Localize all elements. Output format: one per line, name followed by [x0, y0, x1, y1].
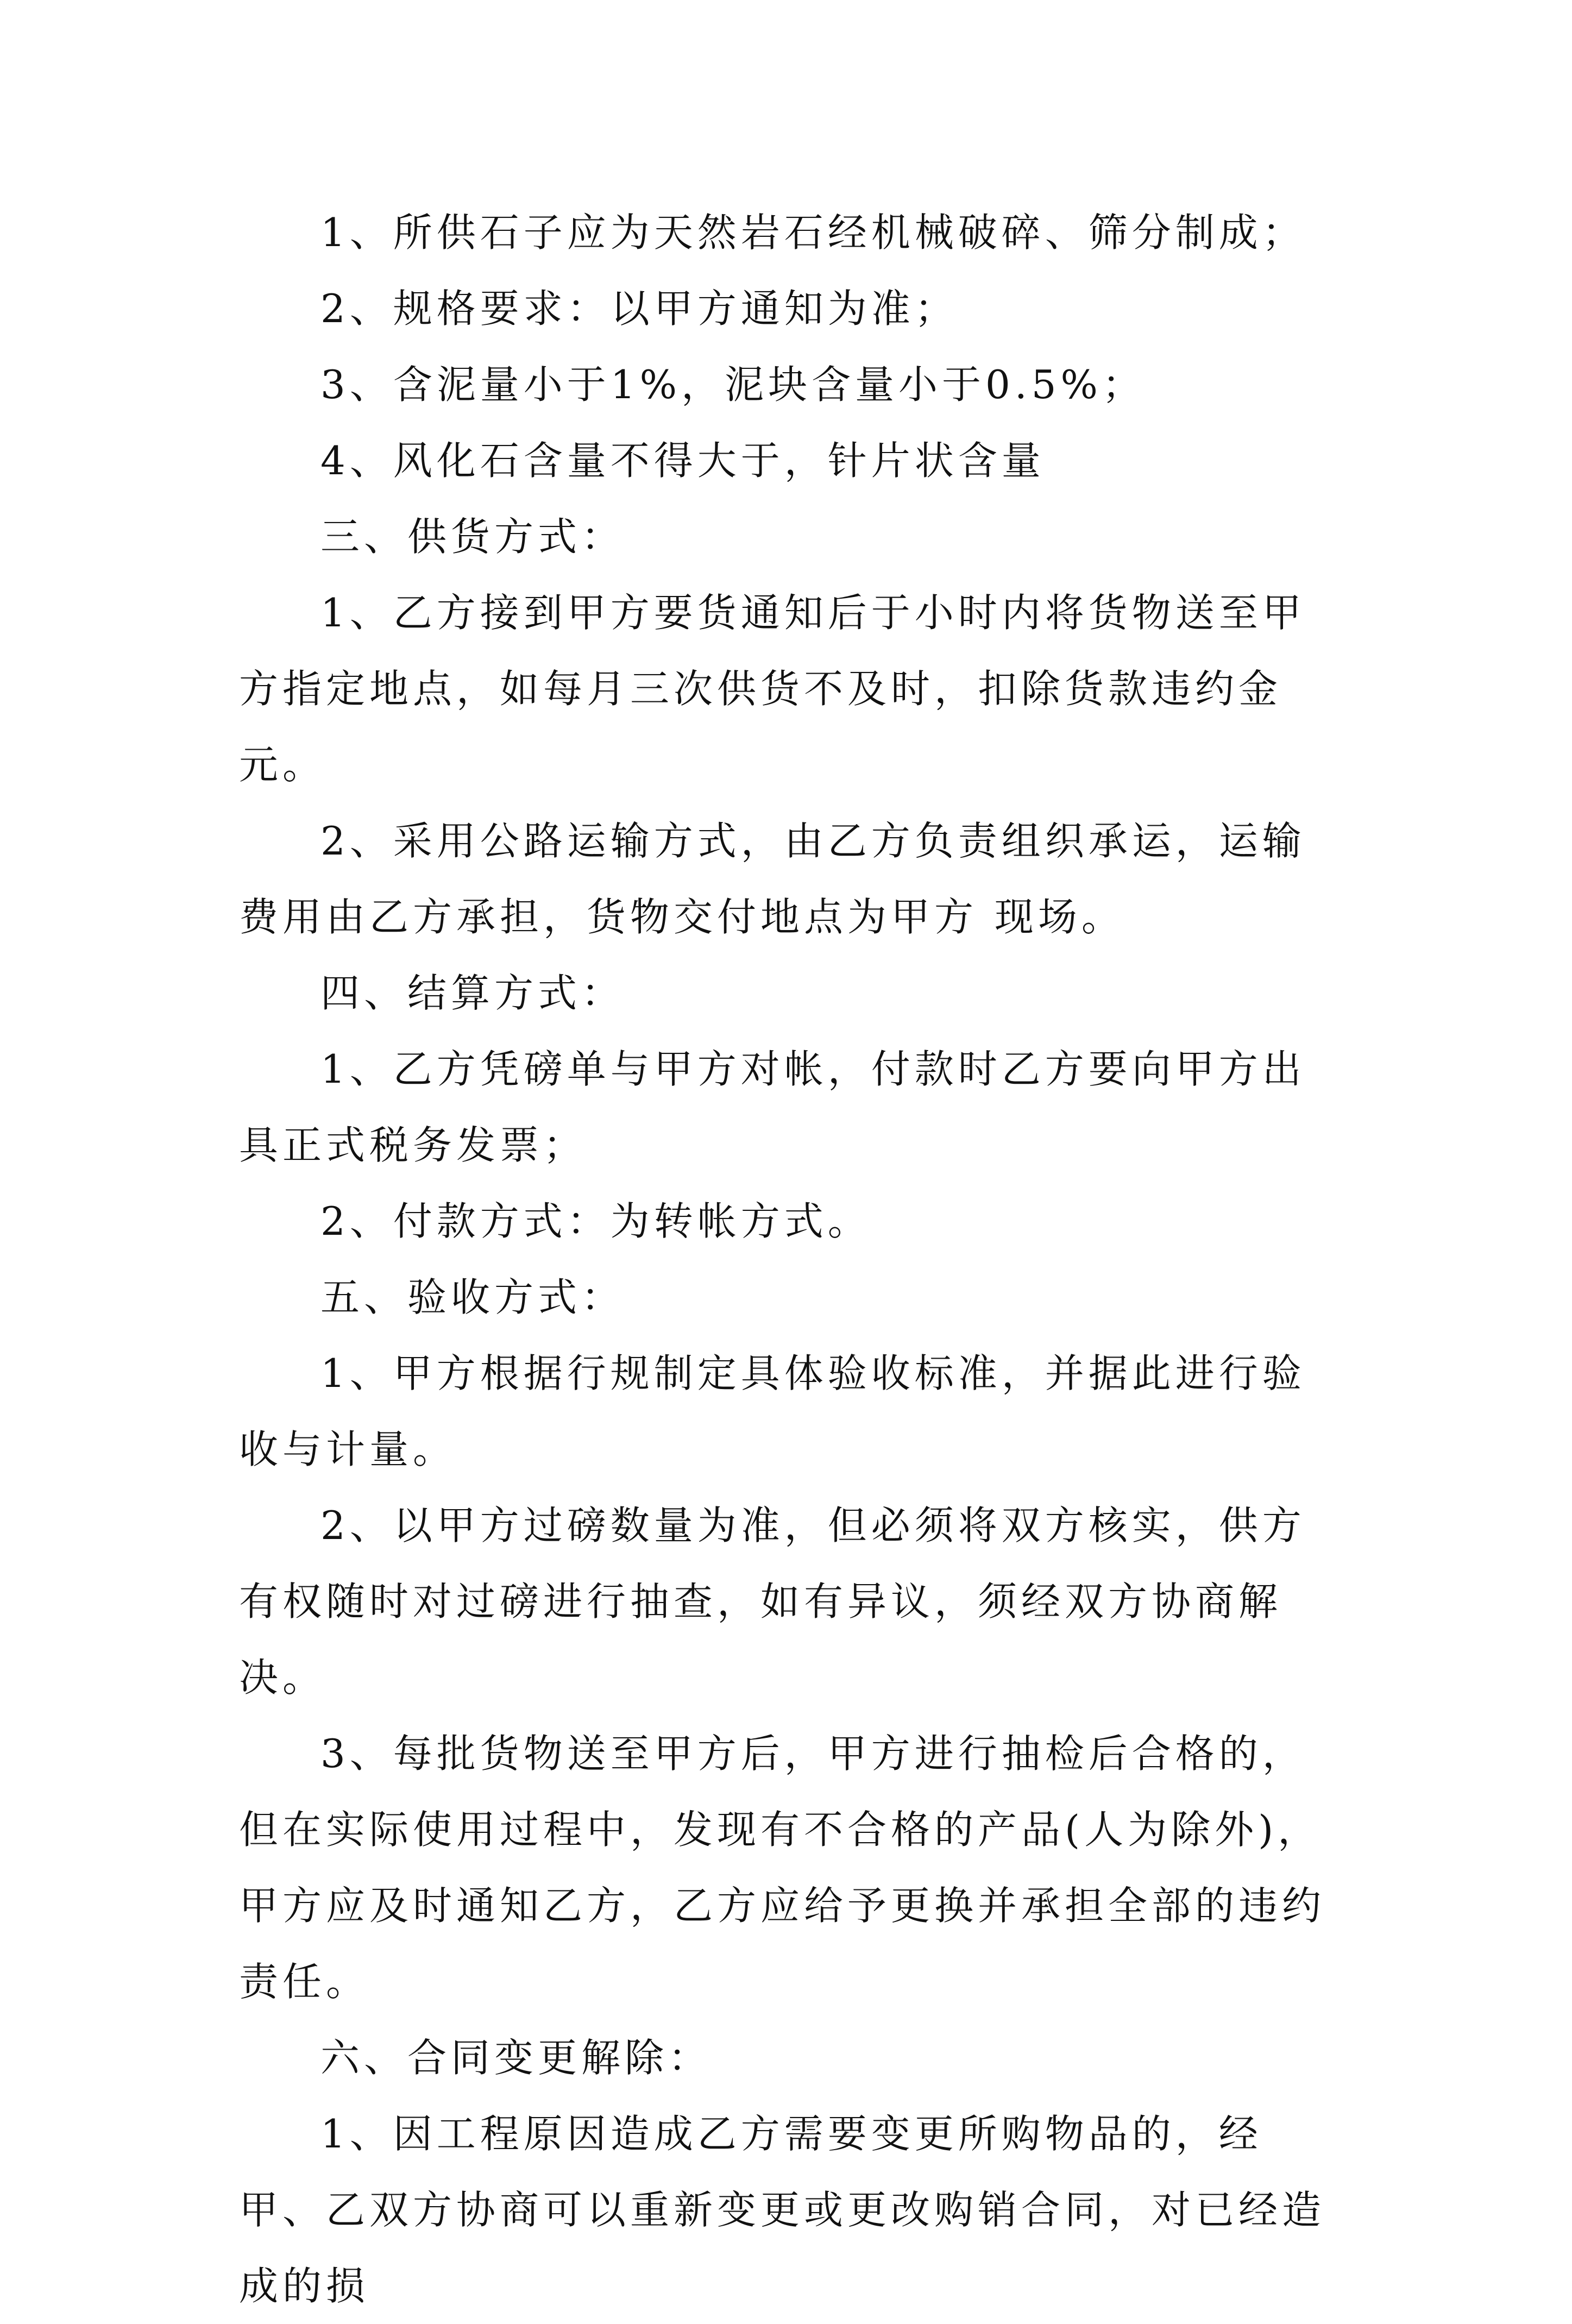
section-heading-contract-change: 六、合同变更解除： [320, 2035, 712, 2081]
clause-weighing: 2、以甲方过磅数量为准，但必须将双方核实，供方有权随时对过磅进行抽查，如有异议，须经双方协商解决。 [239, 1503, 1306, 1700]
clause-weathered-stone: 4、风化石含量不得大于，针片状含量 [320, 438, 1045, 483]
clause-delivery-time: 1、乙方接到甲方要货通知后于小时内将货物送至甲方指定地点，如每月三次供货不及时，扣除货款违约金元。 [239, 590, 1306, 788]
clause-defective-goods: 3、每批货物送至甲方后，甲方进行抽检后合格的，但在实际使用过程中，发现有不合格的产品(人为除外)，甲方应及时通知乙方，乙方应给予更换并承担全部的违约责任。 [239, 1731, 1326, 2005]
section-heading-settlement: 四、结算方式： [320, 970, 625, 1016]
clause-mud-content: 3、含泥量小于1%，泥块含量小于0.5%； [320, 362, 1146, 407]
document-body [239, 194, 1347, 2324]
section-heading-acceptance: 五、验收方式： [320, 1274, 625, 1320]
clause-payment-method: 2、付款方式：为转帐方式。 [320, 1198, 871, 1244]
clause-contract-change: 1、因工程原因造成乙方需要变更所购物品的，经甲、乙双方协商可以重新变更或更改购销合同，对已经造成的损 [239, 2111, 1326, 2309]
clause-transport: 2、采用公路运输方式，由乙方负责组织承运，运输费用由乙方承担，货物交付地点为甲方 现场。 [239, 818, 1306, 940]
section-heading-supply: 三、供货方式： [320, 514, 625, 560]
clause-acceptance-standard: 1、甲方根据行规制定具体验收标准，并据此进行验收与计量。 [239, 1351, 1306, 1472]
clause-specification: 2、规格要求：以甲方通知为准； [320, 286, 958, 331]
clause-stone-source: 1、所供石子应为天然岩石经机械破碎、筛分制成； [320, 210, 1306, 255]
clause-invoice: 1、乙方凭磅单与甲方对帐，付款时乙方要向甲方出具正式税务发票； [239, 1046, 1306, 1168]
